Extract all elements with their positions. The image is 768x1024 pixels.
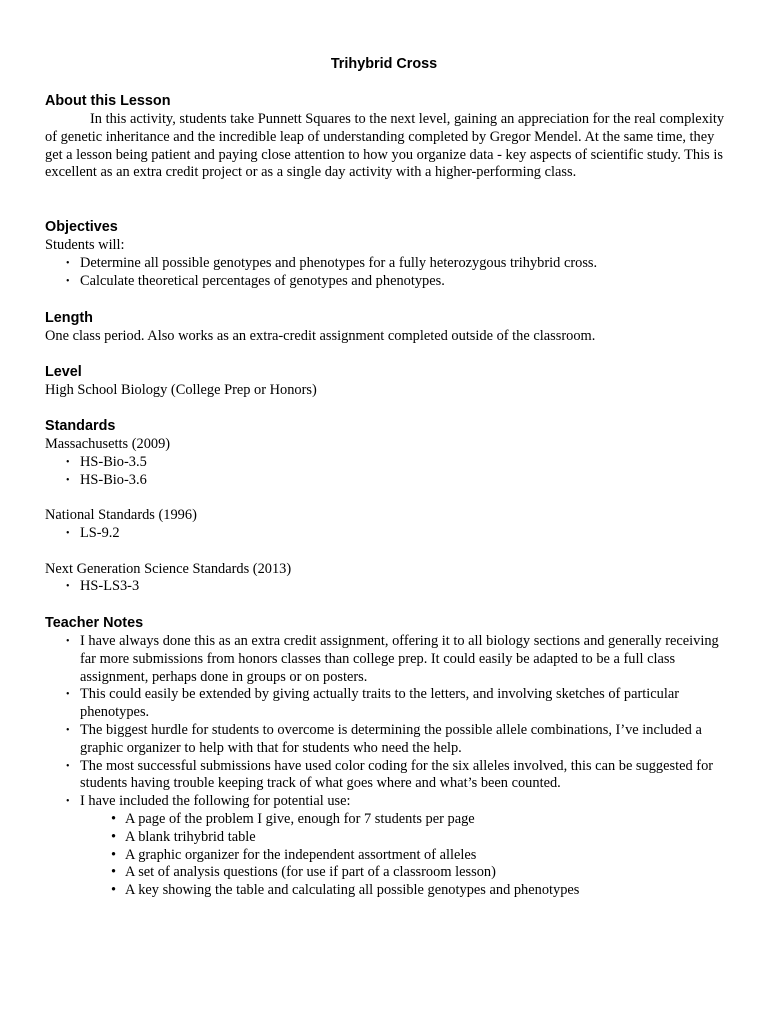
teacher-notes-list (45, 633, 725, 811)
length-text: One class period. Also works as an extra-credit assignment completed outside of the classroom. (45, 328, 596, 344)
objectives-section (45, 217, 725, 290)
teacher-notes-heading: Teacher Notes (45, 615, 144, 631)
length-section (45, 308, 725, 346)
list-item: • The most successful submissions have used color coding for the six alleles involved, this can be suggested for students having trouble keeping track of what goes where and what’s been counted. (45, 758, 725, 794)
document-title: Trihybrid Cross (330, 56, 438, 72)
list-item: • HS-LS3-3 (45, 578, 725, 596)
about-heading: About this Lesson (45, 93, 171, 109)
standards-section (45, 416, 725, 596)
about-section (45, 91, 725, 182)
level-text: High School Biology (College Prep or Honors) (45, 382, 317, 398)
objectives-list (45, 255, 725, 291)
standards-heading: Standards (45, 418, 116, 434)
list-item: • Determine all possible genotypes and phenotypes for a fully heterozygous trihybrid cross. (45, 255, 725, 273)
list-item: • Calculate theoretical percentages of genotypes and phenotypes. (45, 273, 725, 291)
standards-group-name: Next Generation Science Standards (2013) (45, 560, 292, 577)
list-item: • A page of the problem I give, enough for 7 students per page (45, 811, 725, 829)
standards-list (45, 454, 725, 490)
level-section (45, 362, 725, 400)
standards-list (45, 578, 725, 596)
standards-list (45, 525, 725, 543)
list-item: • This could easily be extended by giving actually traits to the letters, and involving sketches of particular phenotypes. (45, 686, 725, 722)
objectives-intro: Students will: (45, 237, 125, 253)
list-item: • The biggest hurdle for students to overcome is determining the possible allele combinations, I’ve included a graphic organizer to help with that for students who need the help. (45, 722, 725, 758)
standards-group-name: National Standards (1996) (45, 507, 197, 524)
list-item: • A key showing the table and calculating all possible genotypes and phenotypes (45, 882, 725, 900)
level-heading: Level (45, 364, 82, 380)
list-item: • HS-Bio-3.5 (45, 454, 725, 472)
about-text: In this activity, students take Punnett Squares to the next level, gaining an appreciation for the real complexity of genetic inheritance and the incredible leap of understanding completed by Gregor Mendel. At the same time, they get a lesson being patient and paying close attention to how you organize data - key aspects of scientific study. This is excellent as an extra credit project or as a single day activity with a higher-performing class. (45, 111, 725, 181)
length-heading: Length (45, 310, 93, 326)
included-materials-list (45, 811, 725, 900)
list-item: • A set of analysis questions (for use if part of a classroom lesson) (45, 864, 725, 882)
teacher-notes-section (45, 613, 725, 900)
standards-group-name: Massachusetts (2009) (45, 436, 171, 452)
list-item: • HS-Bio-3.6 (45, 472, 725, 490)
list-item: • A graphic organizer for the independent assortment of alleles (45, 847, 725, 865)
objectives-heading: Objectives (45, 219, 118, 235)
list-item: • I have always done this as an extra credit assignment, offering it to all biology sections and generally receiving far more submissions from honors classes than college prep. It could easily be adapted to be a full class assignment, perhaps done in groups or on posters. (45, 633, 725, 686)
list-item: • A blank trihybrid table (45, 829, 725, 847)
list-item: • I have included the following for potential use: (45, 793, 725, 811)
list-item: • LS-9.2 (45, 525, 725, 543)
